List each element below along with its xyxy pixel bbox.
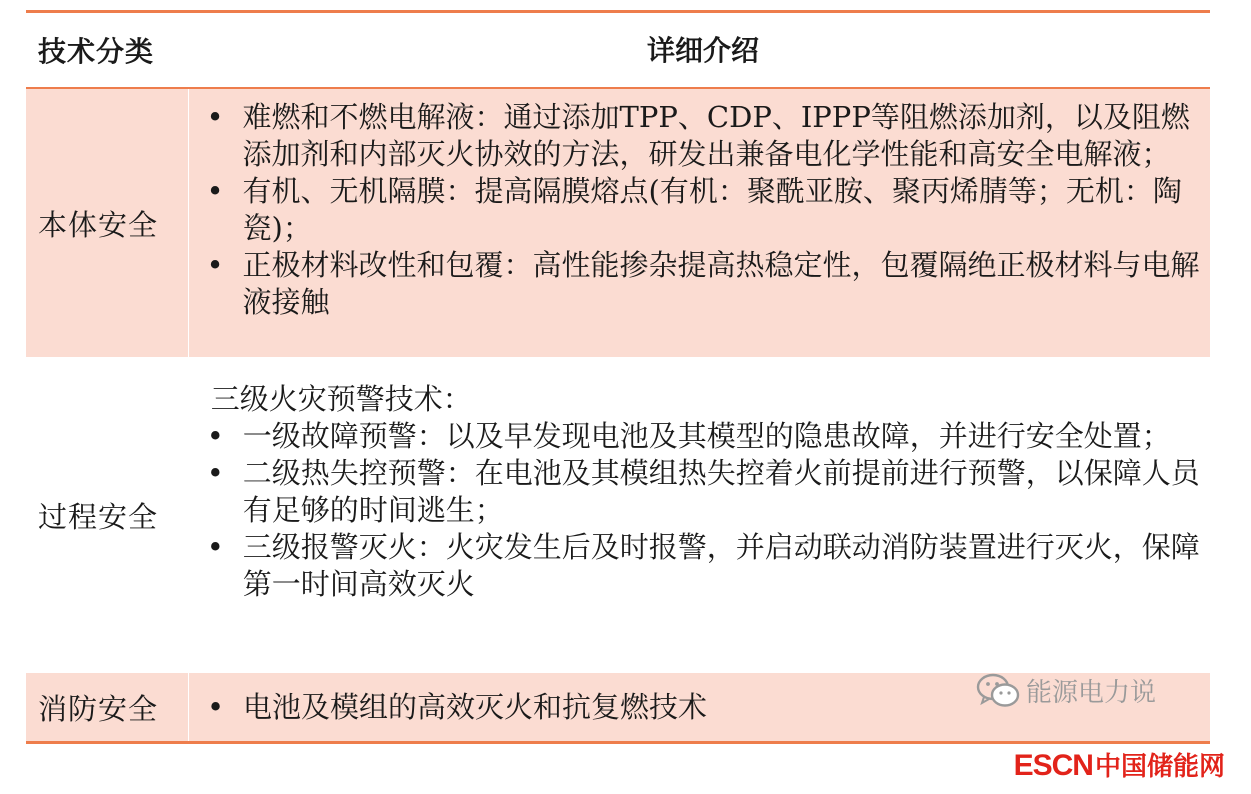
list-item (207, 247, 1200, 321)
brand-logo (1014, 746, 1225, 783)
list-item (207, 529, 1200, 603)
bullet-list (207, 99, 1200, 321)
bullet-glyph: • (206, 419, 224, 453)
list-item (207, 455, 1200, 529)
bullet-list (207, 418, 1200, 603)
table-row-body-safety (26, 89, 1210, 357)
brand-cn: 中国储能网 (1094, 752, 1225, 782)
brand-latin: ESCN (1013, 749, 1093, 782)
bullet-glyph: • (206, 530, 224, 564)
intro-text: 三级火灾预警技术： (210, 382, 472, 416)
watermark-text: 能源电力说 (1026, 678, 1157, 708)
bullet-glyph: • (206, 100, 224, 134)
bullet-glyph: • (206, 174, 224, 208)
list-item (207, 418, 1200, 455)
tech-table (26, 10, 1210, 744)
detail-cell (189, 89, 1210, 357)
category-cell: 消防安全 (38, 691, 159, 726)
table-row-process-safety (26, 357, 1210, 673)
list-item-text: 有机、无机隔膜：提高隔膜熔点(有机：聚酰亚胺、聚丙烯腈等；无机：陶瓷)； (242, 174, 1182, 245)
table-header (26, 13, 1210, 87)
category-cell: 过程安全 (38, 499, 159, 534)
list-item (207, 99, 1200, 173)
list-item-text: 二级热失控预警：在电池及其模组热失控着火前提前进行预警，以保障人员有足够的时间逃生； (242, 456, 1200, 527)
list-item (207, 689, 707, 726)
bullet-glyph: • (206, 248, 224, 282)
list-item-text: 一级故障预警：以及早发现电池及其模型的隐患故障，并进行安全处置； (242, 419, 1171, 453)
header-detail: 详细介绍 (646, 33, 759, 67)
category-cell: 本体安全 (38, 207, 159, 242)
list-item (207, 173, 1200, 247)
list-item-text: 电池及模组的高效灭火和抗复燃技术 (243, 689, 708, 724)
bullet-glyph: • (207, 689, 225, 724)
detail-cell (189, 357, 1210, 673)
header-category: 技术分类 (38, 35, 155, 68)
wechat-icon (976, 673, 1020, 709)
list-item-text: 三级报警灭火：火灾发生后及时报警，并启动联动消防装置进行灭火，保障第一时间高效灭火 (242, 530, 1200, 601)
watermark (976, 672, 1156, 709)
bullet-glyph: • (206, 456, 224, 490)
bullet-list (207, 689, 707, 726)
bottom-rule (26, 741, 1210, 744)
list-item-text: 难燃和不燃电解液：通过添加TPP、CDP、IPPP等阻燃添加剂，以及阻燃添加剂和内部灭火协效的方法，研发出兼备电化学性能和高安全电解液； (242, 100, 1190, 171)
list-item-text: 正极材料改性和包覆：高性能掺杂提高热稳定性，包覆隔绝正极材料与电解液接触 (242, 248, 1200, 319)
